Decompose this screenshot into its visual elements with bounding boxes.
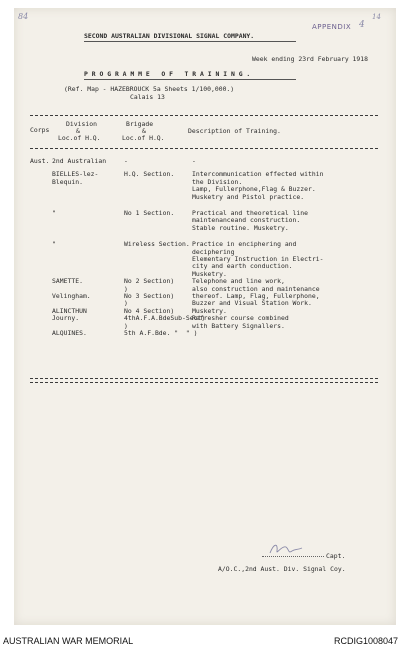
appendix-number-top: 14 (372, 13, 381, 21)
table-bottom-rule-1 (30, 378, 378, 379)
table-cell-description: Intercommunication effected within (192, 170, 324, 179)
table-cell-description: Practical and theoretical line (192, 209, 309, 217)
table-cell-description: Telephone and line work, (192, 277, 285, 286)
table-cell-description: the Division. (192, 177, 243, 186)
column-header-corps: Corps (30, 126, 50, 134)
table-cell-brigade: 4thA.F.A.BdeSub-Sect) (124, 314, 206, 323)
table-cell-description: - (192, 157, 196, 165)
column-header-division-hq: Loc.of H.Q. (58, 134, 101, 142)
document-title: P R O G R A M M E O F T R A I N I N G . (84, 70, 251, 78)
table-cell-description: with Battery Signallers. (192, 321, 285, 330)
company-header: SECOND AUSTRALIAN DIVISIONAL SIGNAL COMPANY. (84, 32, 255, 40)
footer-record-id: RCDIG1008047 (334, 636, 399, 646)
table-cell-brigade: ) (124, 284, 128, 293)
table-header-rule (30, 148, 378, 149)
map-reference-sheet: Calais 13 (130, 93, 165, 101)
title-underline (84, 79, 296, 80)
header-underline (84, 41, 296, 42)
signature-line (262, 556, 324, 557)
column-header-description: Description of Training. (188, 127, 281, 135)
table-cell-division: Journy. (52, 314, 80, 323)
table-cell-description: Lamp, Fullerphone,Flag & Buzzer. (192, 185, 316, 194)
column-header-brigade-hq: Loc.of H.Q. (122, 134, 165, 142)
column-header-division: Division (66, 120, 97, 128)
footer-archive-name: AUSTRALIAN WAR MEMORIAL (3, 636, 134, 646)
table-cell-brigade: 5th A.F.Bde. " " ) (124, 329, 198, 337)
table-cell-description: Elementary Instruction in Electri- (192, 255, 324, 263)
table-cell-division: " (52, 240, 56, 249)
table-cell-brigade: No 2 Section) (124, 277, 175, 286)
corner-folio-note: 84 (18, 12, 29, 21)
table-cell-description: maintenanceand construction. (192, 216, 301, 225)
table-cell-brigade: No 4 Section) (124, 306, 175, 315)
table-cell-division: ALQUINES. (52, 329, 87, 337)
table-cell-description: city and earth conduction. (192, 262, 293, 271)
table-cell-description: Practice in enciphering and (192, 240, 297, 249)
table-cell-description: Refresher course combined (192, 314, 289, 323)
table-cell-description: Stable routine. Musketry. (192, 223, 289, 232)
table-cell-description: Musketry. (192, 306, 227, 315)
column-header-division-amp: & (76, 127, 80, 135)
handwritten-signature (268, 541, 304, 557)
table-cell-description: deciphering (192, 247, 235, 256)
table-cell-brigade: No 3 Section) (124, 292, 175, 300)
table-cell-description: thereof. Lamp, Flag, Fullerphone, (192, 292, 320, 300)
table-cell-division: Blequin. (52, 177, 83, 186)
table-cell-description: also construction and maintenance (192, 284, 320, 293)
table-cell-division: BIELLES-lez- (52, 170, 99, 179)
table-cell-description: Musketry and Pistol practice. (192, 192, 305, 201)
table-cell-brigade: H.Q. Section. (124, 170, 175, 179)
table-cell-brigade: - (124, 157, 128, 165)
signatory-title: A/O.C.,2nd Aust. Div. Signal Coy. (218, 565, 346, 573)
signature-rank: Capt. (326, 552, 346, 560)
table-cell-brigade: ) (124, 299, 128, 308)
appendix-stamp: APPENDIX (312, 23, 352, 31)
table-top-rule (30, 115, 378, 116)
table-cell-brigade: Wireless Section. (124, 240, 190, 249)
appendix-number: 4 (359, 20, 365, 30)
table-cell-division: 2nd Australian (52, 157, 107, 165)
column-header-brigade: Brigade (126, 120, 154, 128)
table-cell-division: " (52, 209, 56, 217)
column-header-brigade-amp: & (142, 127, 146, 135)
table-cell-description: Musketry. (192, 269, 227, 278)
table-cell-division: Velingham. (52, 292, 91, 300)
table-cell-corps: Aust. (30, 157, 50, 165)
table-cell-brigade: No 1 Section. (124, 209, 175, 217)
table-cell-division: SAMETTE. (52, 277, 83, 286)
week-ending-line: Week ending 23rd February 1918 (252, 55, 369, 63)
table-cell-division: ALINCTHUN (52, 306, 87, 315)
table-cell-brigade: ) (124, 321, 128, 330)
table-cell-description: Buzzer and Visual Station Work. (192, 299, 312, 308)
table-bottom-rule-2 (30, 382, 378, 383)
map-reference: (Ref. Map - HAZEBROUCK 5a Sheets 1/100,000.) (64, 85, 235, 93)
